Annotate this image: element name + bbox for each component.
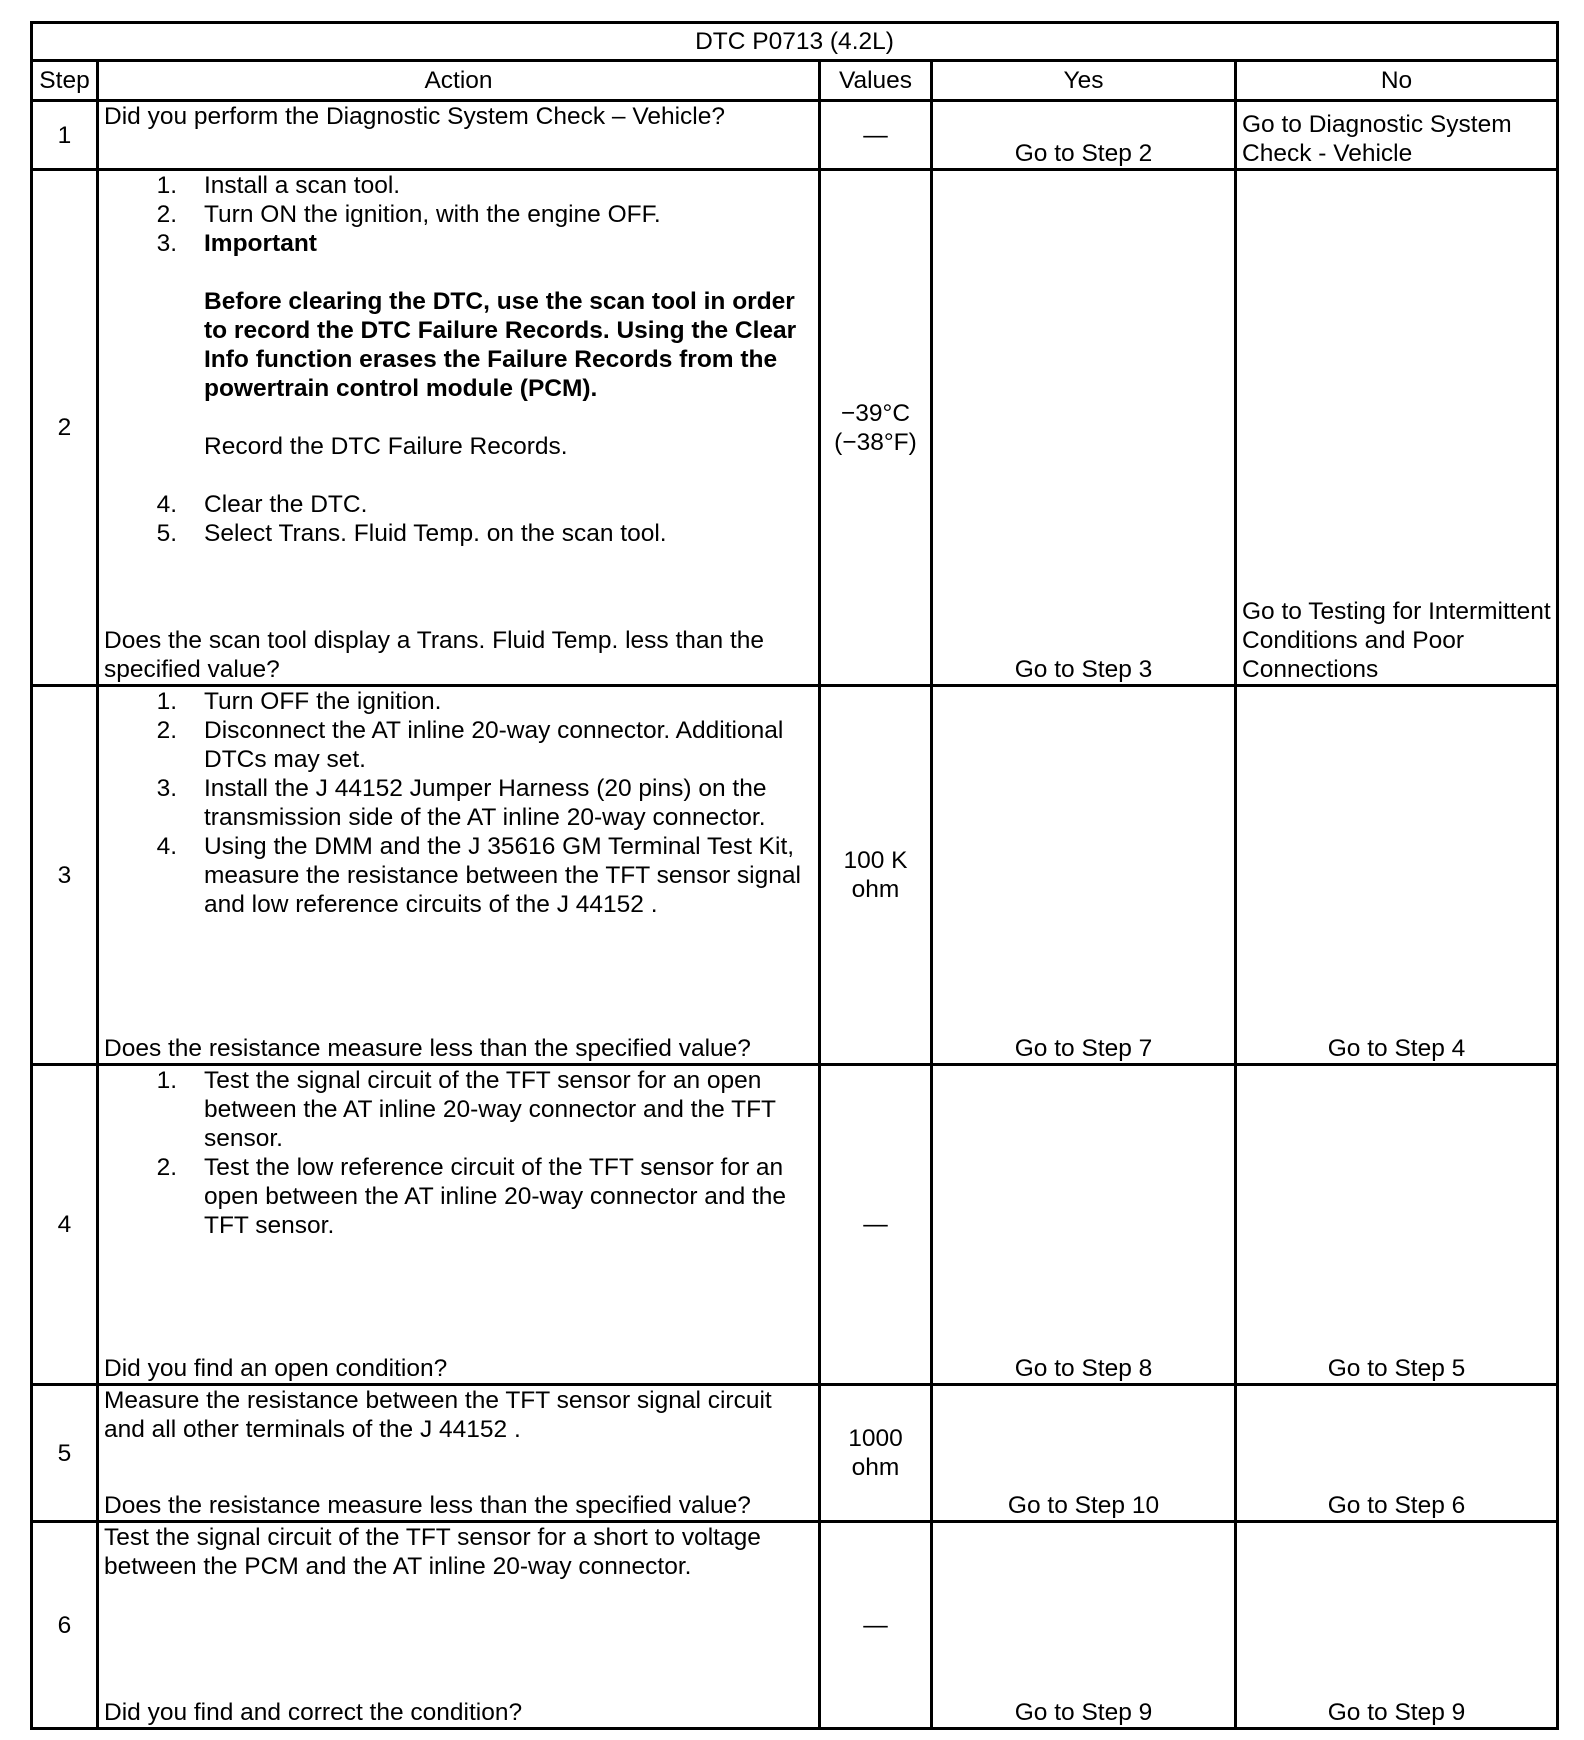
values-cell: — (820, 1065, 932, 1385)
yes-link[interactable]: Go to Step 10 (932, 1385, 1236, 1522)
action-cell (98, 1522, 820, 1729)
action-steps (104, 171, 813, 258)
header-yes: Yes (932, 61, 1236, 101)
list-item: 4. Using the DMM and the J 35616 GM Terminal Test Kit, measure the resistance between the TFT sensor signal and low reference circuits of the J 44152 . (156, 833, 801, 918)
value-line: (−38°F) (834, 428, 917, 456)
action-text: Test the signal circuit of the TFT sensor for a short to voltage between the PCM and the AT inline 20-way connector. (104, 1524, 761, 1580)
action-text: Measure the resistance between the TFT sensor signal circuit and all other terminals of the J 44152 . (104, 1387, 772, 1443)
table-title-row (32, 23, 1558, 61)
values-cell (820, 1385, 932, 1522)
step-number: 3 (32, 686, 98, 1065)
values-cell: — (820, 101, 932, 170)
action-question: Did you find and correct the condition? (104, 1699, 523, 1726)
no-link[interactable]: Go to Step 4 (1236, 686, 1558, 1065)
action-question: Does the resistance measure less than the specified value? (104, 1492, 751, 1519)
table-row-step-5 (32, 1385, 1558, 1522)
value-line: 1000 (848, 1425, 903, 1452)
list-item: 2. Disconnect the AT inline 20-way connector. Additional DTCs may set. (156, 717, 784, 773)
important-label: Important (204, 230, 317, 257)
action-cell (98, 1385, 820, 1522)
list-item: 1. Turn OFF the ignition. (156, 688, 442, 715)
list-item: 3. Install the J 44152 Jumper Harness (20 pins) on the transmission side of the AT inline 20-way connector. (156, 775, 767, 831)
no-link[interactable]: Go to Step 5 (1236, 1065, 1558, 1385)
table-header-row (32, 61, 1558, 101)
action-cell (98, 686, 820, 1065)
list-item: 4. Clear the DTC. (156, 491, 368, 518)
yes-link[interactable]: Go to Step 8 (932, 1065, 1236, 1385)
values-cell (820, 170, 932, 686)
value-line: 100 K (843, 847, 908, 874)
header-no: No (1236, 61, 1558, 101)
action-text: Did you perform the Diagnostic System Check – Vehicle? (104, 103, 725, 130)
yes-link[interactable]: Go to Step 2 (932, 101, 1236, 170)
header-values: Values (820, 61, 932, 101)
value-line: −39°C (840, 399, 911, 427)
action-cell (98, 170, 820, 686)
no-link[interactable]: Go to Step 9 (1236, 1522, 1558, 1729)
step-number: 6 (32, 1522, 98, 1729)
yes-link[interactable]: Go to Step 7 (932, 686, 1236, 1065)
step-number: 5 (32, 1385, 98, 1522)
yes-link[interactable]: Go to Step 3 (932, 170, 1236, 686)
values-cell: — (820, 1522, 932, 1729)
dtc-table (30, 21, 1559, 1730)
no-link[interactable]: Go to Step 6 (1236, 1385, 1558, 1522)
table-row-step-1 (32, 101, 1558, 170)
table-row-step-3 (32, 686, 1558, 1065)
record-instruction: Record the DTC Failure Records. (204, 433, 568, 460)
list-item: 1. Install a scan tool. (156, 172, 401, 199)
header-step: Step (32, 61, 98, 101)
value-line: ohm (851, 876, 900, 903)
list-item: 2. Test the low reference circuit of the TFT sensor for an open between the AT inline 20-way connector and the TFT sensor. (156, 1154, 787, 1239)
list-item: 3. Important (104, 229, 813, 258)
action-steps (104, 687, 813, 919)
action-question: Does the resistance measure less than the specified value? (104, 1035, 751, 1062)
no-link[interactable]: Go to Testing for Intermittent Conditions and Poor Connections (1236, 170, 1558, 686)
action-question: Did you find an open condition? (104, 1355, 448, 1382)
yes-link[interactable]: Go to Step 9 (932, 1522, 1236, 1729)
action-cell (98, 101, 820, 170)
action-cell (98, 1065, 820, 1385)
important-note: Before clearing the DTC, use the scan tool in order to record the DTC Failure Records. Using the Clear Info function erases the Failure Records from the powertrain control module (PCM). (204, 288, 797, 402)
action-question: Does the scan tool display a Trans. Fluid Temp. less than the specified value? (104, 627, 765, 683)
no-link[interactable]: Go to Diagnostic System Check - Vehicle (1236, 101, 1558, 170)
list-item: 2. Turn ON the ignition, with the engine OFF. (156, 201, 661, 228)
action-steps-continued (104, 490, 813, 548)
list-item: 5. Select Trans. Fluid Temp. on the scan tool. (156, 520, 667, 547)
list-item: 1. Test the signal circuit of the TFT sensor for an open between the AT inline 20-way connector and the TFT sensor. (156, 1067, 776, 1152)
table-row-step-4 (32, 1065, 1558, 1385)
table-row-step-2 (32, 170, 1558, 686)
step-number: 2 (32, 170, 98, 686)
header-action: Action (98, 61, 820, 101)
value-line: ohm (851, 1454, 900, 1481)
table-row-step-6 (32, 1522, 1558, 1729)
values-cell (820, 686, 932, 1065)
step-number: 1 (32, 101, 98, 170)
step-number: 4 (32, 1065, 98, 1385)
table-title: DTC P0713 (4.2L) (32, 23, 1558, 61)
dtc-document (30, 21, 1559, 1730)
action-steps (104, 1066, 813, 1240)
